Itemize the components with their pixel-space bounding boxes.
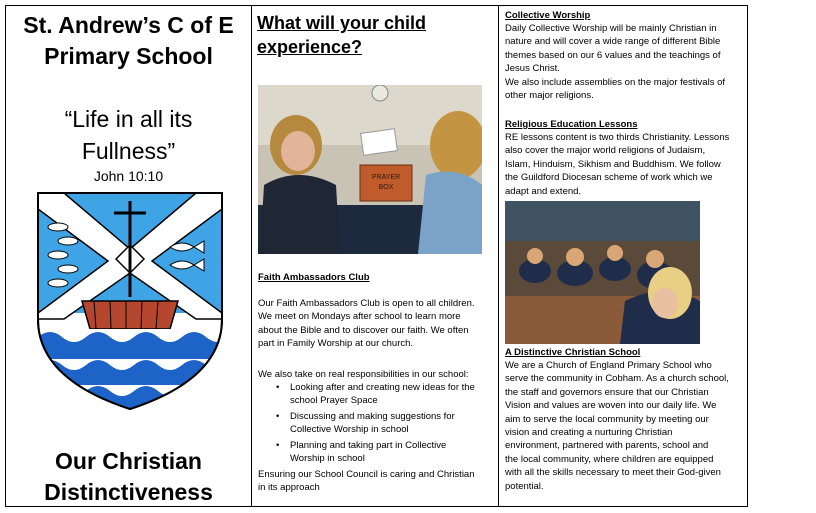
collective-worship-section xyxy=(505,9,743,102)
text-line: aim to serve the local community by meeting our xyxy=(505,413,709,425)
leaflet-page xyxy=(5,5,748,507)
text-line: nature and will cover a wide range of different Bible xyxy=(505,36,721,48)
section-title: Collective Worship xyxy=(505,10,591,21)
text-line: environment, partnered with parents, school and xyxy=(505,440,709,452)
distinctiveness-title xyxy=(6,446,251,508)
footer-title-line: Our Christian xyxy=(55,448,202,474)
text-line: adapt and extend. xyxy=(505,185,582,197)
text-line: Collective Worship in school xyxy=(290,424,409,436)
section-text xyxy=(505,22,743,102)
text-line: in its approach xyxy=(258,482,320,494)
text-line: We also include assemblies on the major festivals of xyxy=(505,76,726,88)
section-text xyxy=(505,131,743,198)
text-line: Vision and values are woven into our daily life. We xyxy=(505,400,717,412)
text-line: potential. xyxy=(505,480,544,492)
text-line: also cover the major world religions of Judaism, xyxy=(505,145,706,157)
school-motto xyxy=(6,103,251,167)
prayer-box-label: PRAYER xyxy=(371,174,401,181)
text-line: the staff and governors ensure that our Christian xyxy=(505,386,709,398)
text-line: Our Faith Ambassadors Club is open to all children. xyxy=(258,298,475,309)
cover-panel xyxy=(6,6,252,506)
section-title: Religious Education Lessons xyxy=(505,119,638,130)
bible-verse: John 10:10 xyxy=(93,168,164,184)
school-name-line: St. Andrew’s C of E xyxy=(23,12,234,38)
text-line: • Discussing and making suggestions for xyxy=(290,410,455,422)
assembly-photo-illustration xyxy=(505,201,700,344)
text-line: the local community, where children are equipped xyxy=(505,453,714,465)
religious-education-section xyxy=(505,118,743,198)
heading-line: experience? xyxy=(257,37,363,57)
experience-heading xyxy=(257,11,492,59)
section-title: A Distinctive Christian School xyxy=(505,347,641,358)
text-line: other major religions. xyxy=(505,90,594,102)
text-line: serve the community in Cobham. As a church school, xyxy=(505,373,729,385)
experience-panel xyxy=(252,6,499,506)
text-line: We are a Church of England Primary School who xyxy=(505,360,712,371)
text-line: part in Family Worship at our church. xyxy=(258,338,414,350)
text-line: Worship in school xyxy=(290,453,365,465)
text-line: Daily Collective Worship will be mainly Christian in xyxy=(505,23,717,34)
list-item xyxy=(290,410,494,437)
list-item xyxy=(290,381,494,408)
text-line: vision and creating a nurturing Christian xyxy=(505,427,673,439)
heading-line: What will your child xyxy=(257,13,427,33)
section-text xyxy=(505,359,743,493)
text-line: themes based on our 6 values and the teachings of xyxy=(505,49,721,61)
text-line: the Guildford Diocesan scheme of work which we xyxy=(505,172,713,184)
list-item xyxy=(290,439,494,466)
text-line: with all the skills necessary to meet their God-given xyxy=(505,467,721,479)
school-council-text xyxy=(258,468,494,495)
worship-panel xyxy=(499,6,747,506)
footer-title-line: Distinctiveness xyxy=(44,479,213,505)
school-name xyxy=(6,10,251,72)
school-crest-logo xyxy=(34,189,226,411)
responsibilities-intro: We also take on real responsibilities in our school: xyxy=(258,369,469,380)
text-line: about the Bible and to discover our faith. We often xyxy=(258,324,469,336)
motto-line: “Life in all its xyxy=(64,106,193,132)
responsibilities-list xyxy=(258,381,494,467)
school-name-line: Primary School xyxy=(44,43,213,69)
text-line: Jesus Christ. xyxy=(505,63,560,75)
assembly-photo xyxy=(505,201,700,344)
text-line: We meet on Mondays after school to learn more xyxy=(258,311,461,323)
text-line: RE lessons content is two thirds Christianity. Lessons xyxy=(505,132,730,143)
text-line: • Planning and taking part in Collective xyxy=(290,439,447,451)
club-title: Faith Ambassadors Club xyxy=(258,272,370,283)
prayer-box-photo xyxy=(258,85,482,254)
motto-line: Fullness” xyxy=(81,138,176,164)
club-description xyxy=(258,297,494,351)
text-line: Ensuring our School Council is caring and Christian xyxy=(258,469,475,480)
text-line: school Prayer Space xyxy=(290,395,378,407)
distinctive-school-section xyxy=(505,346,743,493)
text-line: • Looking after and creating new ideas for the xyxy=(290,382,475,393)
prayer-box-label: BOX xyxy=(378,184,394,191)
text-line: Islam, Hinduism, Sikhism and Buddhism. We follow xyxy=(505,158,721,170)
prayer-box-photo-illustration xyxy=(258,85,482,254)
